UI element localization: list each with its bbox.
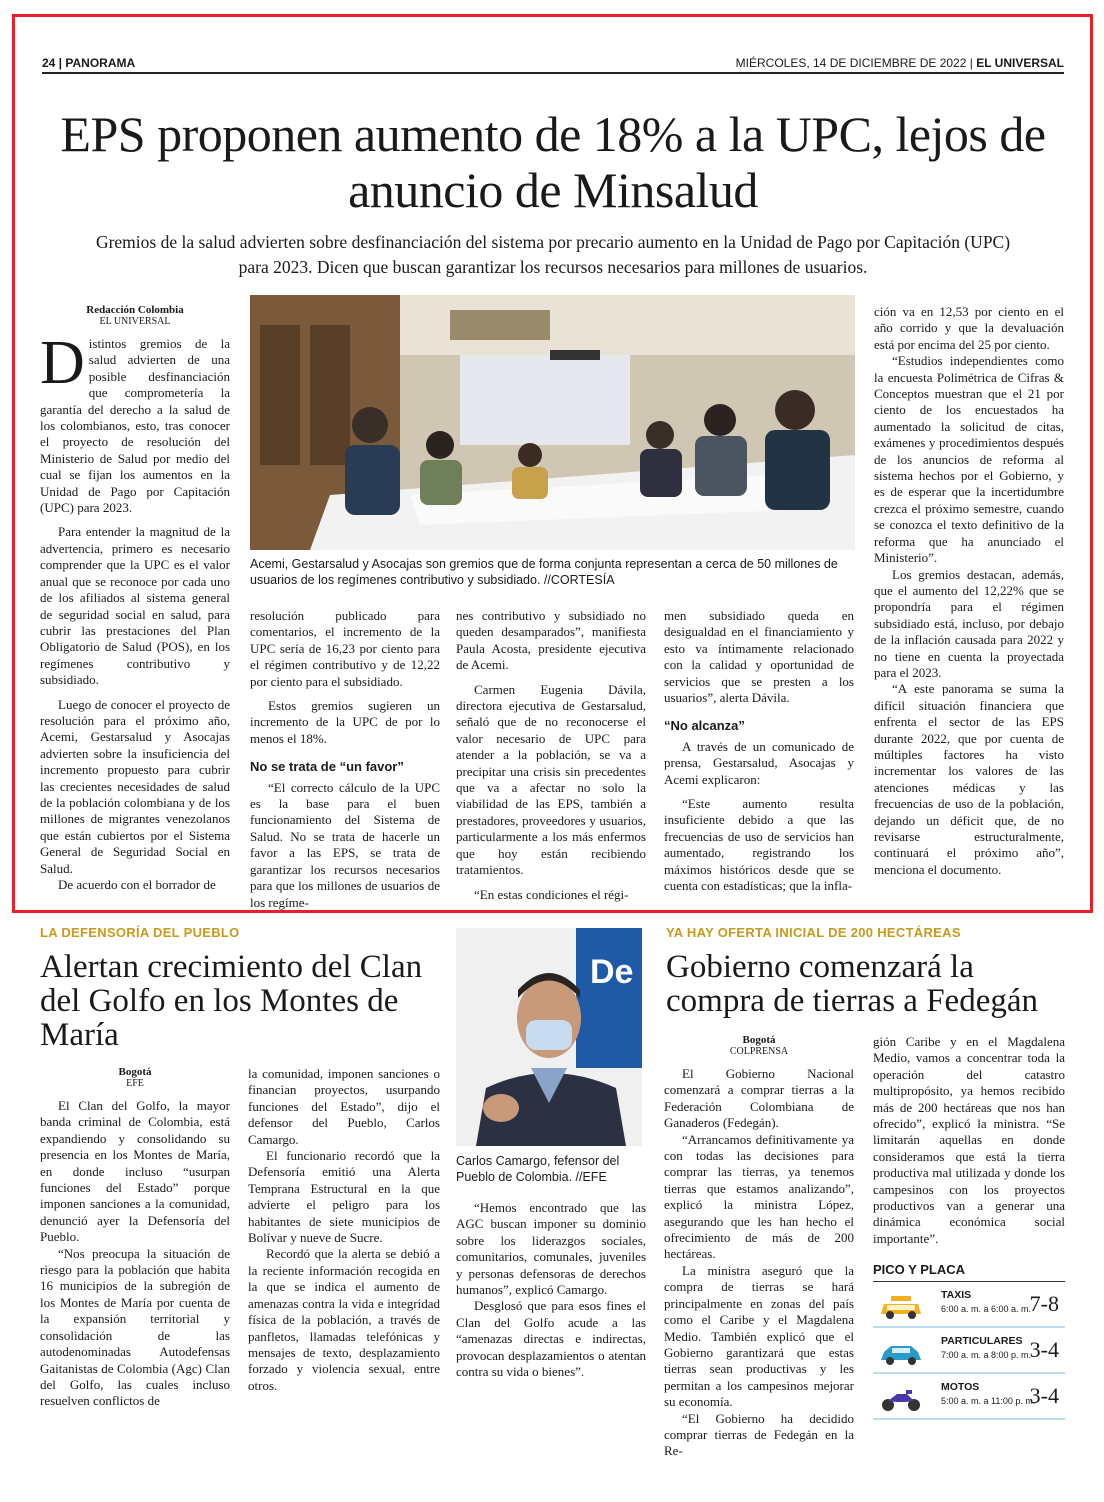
newspaper-name: EL UNIVERSAL [976,56,1064,70]
main-headline: EPS proponen aumento de 18% a la UPC, lejos de anuncio de Minsalud [60,106,1046,218]
meeting-photo [250,295,855,550]
paragraph: “Este aumento resulta insuficiente debido a que las frecuencias de uso de servicios han aumentado, registrando los máximos históricos desde que se cuenta con estadísticas; que la infla- [664,796,854,894]
story3-column-2 [873,1034,1065,1247]
main-column-4 [664,608,854,895]
byline-city: Bogotá [742,1034,776,1046]
paragraph: “A este panorama se suma la difícil situación financiera que enfrenta el sector de las EPS durante 2022, que por cuenta de múltiples factores ha visto incrementar los valores de las atenciones médicas y las frecuencias de uso de la población, dejando un déficit que, de no revisarse estructuralmente, continuará el próximo año”, menciona el documento. [874,681,1064,877]
paragraph: “En estas condiciones el régi- [474,886,629,902]
byline-city: Bogotá [118,1066,152,1078]
running-header [42,54,1064,72]
story2-byline [40,1066,230,1090]
story3-column-1 [664,1034,854,1460]
paragraph: “Arrancamos definitivamente ya con todas las decisiones para comprar las tierras, ya tenemos tierras que estamos analizando”, explicó la ministra López, asegurando que les han hecho el ofrecimiento de más de 200 hectáreas. [664,1131,854,1262]
motorcycle-icon [877,1386,925,1412]
paragraph: Recordó que la alerta se debió a la reciente información recogida en la que se indica el aumento de amenazas contra la vida e integridad física de la población, a través de panfletos, llamadas telefónicas y mensajes de texto, desplazamiento forzado y violencia sexual, entre otros. [248,1246,440,1393]
subhead: “No alcanza” [664,718,745,734]
paragraph: resolución publicado para comentarios, el incremento de la UPC sería de 16,23 por ciento para el régimen contributivo y de 12,22 por ciento para el subsidiado. [250,608,440,689]
paragraph: la comunidad, imponen sanciones o financian proyectos, usurpando funciones del Estado”, dijo el defensor del Pueblo, Carlos Camargo. [248,1066,440,1147]
byline-desk: Redacción Colombia [86,304,184,316]
restriction-hours: 7:00 a. m. a 8:00 p. m. [941,1350,1032,1360]
main-lead-paragraph [40,329,230,516]
story2-column-3 [456,1200,646,1380]
paragraph: “Estudios independientes como la encuesta Polimétrica de Cifras & Conceptos muestran que el 21 por ciento de los encuestados ha aumentado la solicitud de citas, exámenes y procedimientos después de los anuncios de reforma al sistema hechos por el Gobierno, y es de esperar que la incertidumbre crezca el próximo semestre, cuando se conozca el texto definitivo de la reforma que ha anunciado el Ministerio”. [874,353,1064,566]
paragraph: “Nos preocupa la situación de riesgo para la población que habita 16 municipios de la subregión de los Montes de María por cuenta de la expansión territorial y consolidación de las autodenominadas Autodefensas Gaitanistas de Colombia (Agc) Clan del Golfo, las cuales incluso resuelven conflictos de [40,1245,230,1409]
drop-cap: D [40,329,85,397]
vehicle-type: MOTOS [941,1381,980,1393]
paragraph: Para entender la magnitud de la advertencia, primero es necesario comprender que la UPC es el valor anual que se reconoce por cada uno de los afiliados al sistema general de seguridad social en salud, para cubrir las prestaciones del Plan Obligatorio de Salud (POS), en los regímenes contributivo y subsidiado. [40,524,230,688]
paragraph: Los gremios destacan, además, que el aumento del 12,22% que se propondría para el régimen subsidiado está, incluso, por debajo de la inflación causada para 2022 y no tiene en cuenta la proyectada para el 2023. [874,566,1064,680]
car-icon [877,1340,925,1366]
paragraph: “Hemos encontrado que las AGC buscan imponer su dominio sobre los liderazgos sociales, comunitarios, comunales, juveniles y personas defensoras de derechos humanos”, explicó Camargo. [456,1200,646,1298]
restricted-digits: 3-4 [1029,1383,1059,1408]
story3-headline: Gobierno comenzará la compra de tierras a Fedegán [666,949,1038,1019]
story3-byline [664,1034,854,1058]
main-column-5 [874,304,1064,878]
main-column-1 [40,304,230,893]
restriction-hours: 6:00 a. m. a 6:00 a. m. [941,1304,1032,1314]
pico-y-placa-title: PICO Y PLACA [873,1262,1065,1282]
main-deck: Gremios de la salud advierten sobre desfinanciación del sistema por precario aumento en la Unidad de Pago por Capitación (UPC) para 2023. Dicen que buscan garantizar los recursos necesarios para millones de usuarios. [95,232,1011,277]
header-rule [42,72,1064,74]
paragraph: Carmen Eugenia Dávila, directora ejecutiva de Gestarsalud, señaló que de no reconocerse el valor necesario de UPC para atender a la población, se va a precipitar una crisis sin precedentes que va a afectar no solo la viabilidad de las EPS, también a prestadores, proveedores y usuarios, particularmente a los más enfermos que hoy están recibiendo tratamientos. [456,681,646,878]
issue-date: MIÉRCOLES, 14 DE DICIEMBRE DE 2022 [735,56,967,70]
byline-agency: EFE [126,1078,144,1089]
lead-text: istintos gremios de la salud advierten de una posible desfinanciación que comprometería la garantía del derecho a la salud de los colombianos, esto, tras conocer el proyecto de resolución del Ministerio de Salud por medio del cual se fijan los aumentos en la Unidad de Pago por Capitación (UPC) para 2023. [40,336,230,516]
main-column-3 [456,608,646,903]
restricted-digits: 7-8 [1029,1291,1059,1316]
paragraph: “El correcto cálculo de la UPC es la base para el buen funcionamiento del Sistema de Salud. No se trata de hacerle un favor a las EPS, se trata de garantizar los recursos necesarios para que los millones de usuarios de los regíme- [250,779,440,910]
paragraph: Luego de conocer el proyecto de resolución para el próximo año, Acemi, Gestarsalud y Asocajas advierten sobre la insuficiencia del incremento propuesto para cubrir las crecientes necesidades de salud de la población colombiana y de los millones de migrantes venezolanos que están cubiertos por el Sistema General de Seguridad Social en Salud. [40,696,230,876]
paragraph: men subsidiado queda en desigualdad en el financiamiento y esto va íntimamente relacionado con la calidad y oportunidad de servicios que se presten a los usuarios”, alerta Dávila. [664,608,854,706]
subhead: No se trata de “un favor” [250,759,404,775]
vehicle-type: PARTICULARES [941,1335,1023,1347]
pico-row-motos [873,1374,1065,1420]
paragraph: De acuerdo con el borrador de [58,877,216,892]
paragraph: Desglosó que para esos fines el Clan del Golfo acude a las “amenazas directas e indirectas, provocan desplazamientos o atentan contra su vida o bienes”. [456,1298,646,1380]
paragraph: La ministra aseguró que la compra de tierras se hará principalmente en zonas del país como el Caribe y el Magdalena Medio. También explicó que el Gobierno garantizará que estas tierras sean productivas y les permitan a los campesinos mejorar su economía. [664,1262,854,1410]
meeting-photo-graphic [250,295,855,550]
paragraph: Estos gremios sugieren un incremento de la UPC de por lo menos el 18%. [250,698,440,746]
restricted-digits: 3-4 [1029,1337,1059,1362]
story2-kicker: LA DEFENSORÍA DEL PUEBLO [40,925,240,940]
main-column-2 [250,608,440,911]
story2-column-2 [248,1066,440,1394]
pico-y-placa-box [873,1262,1065,1422]
byline-paper: EL UNIVERSAL [99,316,171,327]
paragraph: nes contributivo y subsidiado no queden desamparados”, manifiesta Paula Acosta, presidente ejecutiva de Acemi. [456,608,646,673]
byline-agency: COLPRENSA [729,1046,789,1057]
issue-date-line: MIÉRCOLES, 14 DE DICIEMBRE DE 2022 | EL UNIVERSAL [735,56,1064,70]
story2-column-1 [40,1066,230,1410]
portrait-caption: Carlos Camargo, fefensor del Pueblo de Colombia. //EFE [456,1154,620,1184]
taxi-icon [877,1294,925,1320]
paragraph: A través de un comunicado de prensa, Gestarsalud, Asocajas y Acemi explicaron: [664,738,854,787]
paragraph: El funcionario recordó que la Defensoría emitió una Alerta Temprana Estructural en la que advierte el peligro para los habitantes de siete municipios de Bolívar y nueve de Sucre. [248,1148,440,1246]
main-byline [40,304,230,328]
paragraph: gión Caribe y en el Magdalena Medio, vamos a concentrar toda la operación del catastro multipropósito, ya hemos recibido más de 200 hectáreas que nos han ofrecido”, explicó la ministra. “Se limitarán aquellas en donde consideramos que está la tierra productiva mal utilizada y donde los campesinos con los proyectos productivos van a generar una dinámica económica social importante”. [873,1034,1065,1246]
pico-row-taxis [873,1282,1065,1328]
paragraph: El Gobierno Nacional comenzará a comprar tierras a la Federación Colombiana de Ganaderos (Fedegán). [664,1066,854,1131]
main-photo-caption: Acemi, Gestarsalud y Asocajas son gremios que de forma conjunta representan a cerca de 50 millones de usuarios de los regímenes contributivo y subsidiado. //CORTESÍA [250,557,838,587]
portrait-photo [456,928,642,1146]
story3-kicker: YA HAY OFERTA INICIAL DE 200 HECTÁREAS [666,925,961,940]
restriction-hours: 5:00 a. m. a 11:00 p. m. [941,1396,1036,1406]
pico-row-particulares [873,1328,1065,1374]
vehicle-type: TAXIS [941,1289,972,1301]
photo-background-sign: De [590,953,634,991]
paragraph: ción va en 12,53 por ciento en el año corrido y que la devaluación está por encima del 25 por ciento. [874,304,1064,352]
paragraph: “El Gobierno ha decidido comprar tierras de Fedegán en la Re- [664,1410,854,1459]
story2-headline: Alertan crecimiento del Clan del Golfo en los Montes de María [40,949,423,1053]
paragraph: El Clan del Golfo, la mayor banda criminal de Colombia, está expandiendo y consolidando su presencia en los Montes de María, en donde incluso “usurpan funciones del Estado” porque imponen sanciones a la comunidad, denunció ayer la Defensoría del Pueblo. [40,1098,230,1245]
portrait-photo-graphic [456,928,642,1146]
page-section: 24 | PANORAMA [42,56,136,70]
